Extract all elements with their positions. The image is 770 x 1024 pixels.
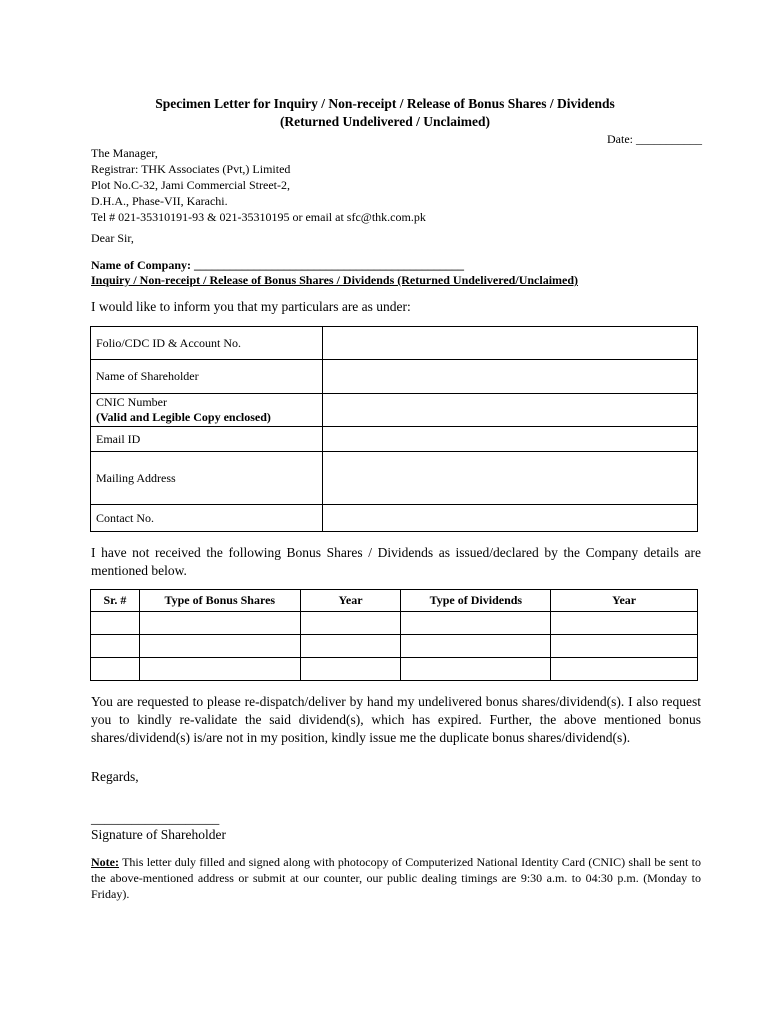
- cnic-note: (Valid and Legible Copy enclosed): [96, 410, 271, 424]
- not-received-text: I have not received the following Bonus Shares / Dividends as issued/declared by the Company details are mentioned below.: [91, 545, 701, 578]
- table-row: [91, 635, 698, 658]
- particulars-table: [90, 326, 698, 532]
- table-row: [91, 452, 698, 505]
- table-cell[interactable]: [401, 658, 551, 681]
- email-value-cell[interactable]: [322, 427, 697, 452]
- table-cell[interactable]: [551, 612, 698, 635]
- table-cell[interactable]: [300, 658, 401, 681]
- table-row: [91, 327, 698, 360]
- folio-value-cell[interactable]: [322, 327, 697, 360]
- cnic-value-cell[interactable]: [322, 394, 697, 427]
- table-cell[interactable]: [91, 658, 140, 681]
- address-line: Tel # 021-35310191-93 & 021-35310195 or email at sfc@thk.com.pk: [91, 210, 426, 224]
- table-row: [91, 658, 698, 681]
- col-header-bonus-type: Type of Bonus Shares: [139, 590, 300, 612]
- cnic-label: [91, 394, 323, 427]
- shareholder-name-value-cell[interactable]: [322, 360, 697, 394]
- email-label: Email ID: [91, 427, 323, 452]
- cnic-label-line: CNIC Number: [96, 395, 167, 409]
- contact-value-cell[interactable]: [322, 505, 697, 532]
- signature-label: Signature of Shareholder: [91, 827, 226, 842]
- note-paragraph: [91, 854, 701, 902]
- col-header-year: Year: [300, 590, 401, 612]
- table-cell[interactable]: [551, 635, 698, 658]
- table-cell[interactable]: [91, 635, 140, 658]
- col-header-year-2: Year: [551, 590, 698, 612]
- contact-label: Contact No.: [91, 505, 323, 532]
- request-text: You are requested to please re-dispatch/deliver by hand my undelivered bonus shares/dividend(s). I also request you to kindly re-validate the said dividend(s), which has expired. Further, the above mentioned bonus shares/dividend(s) is/are not in my position, kindly issue me the duplicate bonus shares/dividend(s).: [91, 694, 701, 745]
- table-cell[interactable]: [91, 612, 140, 635]
- folio-label: Folio/CDC ID & Account No.: [91, 327, 323, 360]
- col-header-dividend-type: Type of Dividends: [401, 590, 551, 612]
- table-header-row: [91, 590, 698, 612]
- address-line: Registrar: THK Associates (Pvt,) Limited: [91, 162, 291, 176]
- table-cell[interactable]: [551, 658, 698, 681]
- table-row: [91, 394, 698, 427]
- intro-text: I would like to inform you that my particulars are as under:: [91, 299, 411, 314]
- regards: Regards,: [91, 769, 139, 784]
- table-cell[interactable]: [139, 612, 300, 635]
- note-label: Note:: [91, 855, 119, 869]
- date-field: Date: ___________: [607, 132, 702, 146]
- note-text: This letter duly filled and signed along with photocopy of Computerized National Identity Card (CNIC) shall be sent to the above-mentioned address or submit at our counter, our public dealing timings are 9:30 a.m. to 04:30 p.m. (Monday to Friday).: [91, 855, 701, 901]
- table-cell[interactable]: [139, 658, 300, 681]
- table-row: [91, 505, 698, 532]
- address-block: [91, 145, 426, 225]
- table-cell[interactable]: [300, 612, 401, 635]
- subject-line: Inquiry / Non-receipt / Release of Bonus Shares / Dividends (Returned Undelivered/Unclaimed): [91, 273, 579, 287]
- col-header-sr: Sr. #: [91, 590, 140, 612]
- bonus-shares-table: [90, 589, 698, 681]
- title-line-1: Specimen Letter for Inquiry / Non-receipt / Release of Bonus Shares / Dividends: [155, 96, 615, 111]
- table-cell[interactable]: [300, 635, 401, 658]
- mailing-address-label: Mailing Address: [91, 452, 323, 505]
- address-line: D.H.A., Phase-VII, Karachi.: [91, 194, 228, 208]
- address-line: Plot No.C-32, Jami Commercial Street-2,: [91, 178, 290, 192]
- address-line: The Manager,: [91, 146, 158, 160]
- signature-line: ___________________: [91, 811, 220, 826]
- table-row: [91, 612, 698, 635]
- title-line-2: (Returned Undelivered / Unclaimed): [279, 114, 491, 129]
- salutation: Dear Sir,: [91, 231, 134, 245]
- shareholder-name-label: Name of Shareholder: [91, 360, 323, 394]
- company-name-line: Name of Company: _____________________________________________: [91, 258, 464, 272]
- mailing-address-value-cell[interactable]: [322, 452, 697, 505]
- table-row: [91, 427, 698, 452]
- table-cell[interactable]: [401, 635, 551, 658]
- table-cell[interactable]: [139, 635, 300, 658]
- table-row: [91, 360, 698, 394]
- table-cell[interactable]: [401, 612, 551, 635]
